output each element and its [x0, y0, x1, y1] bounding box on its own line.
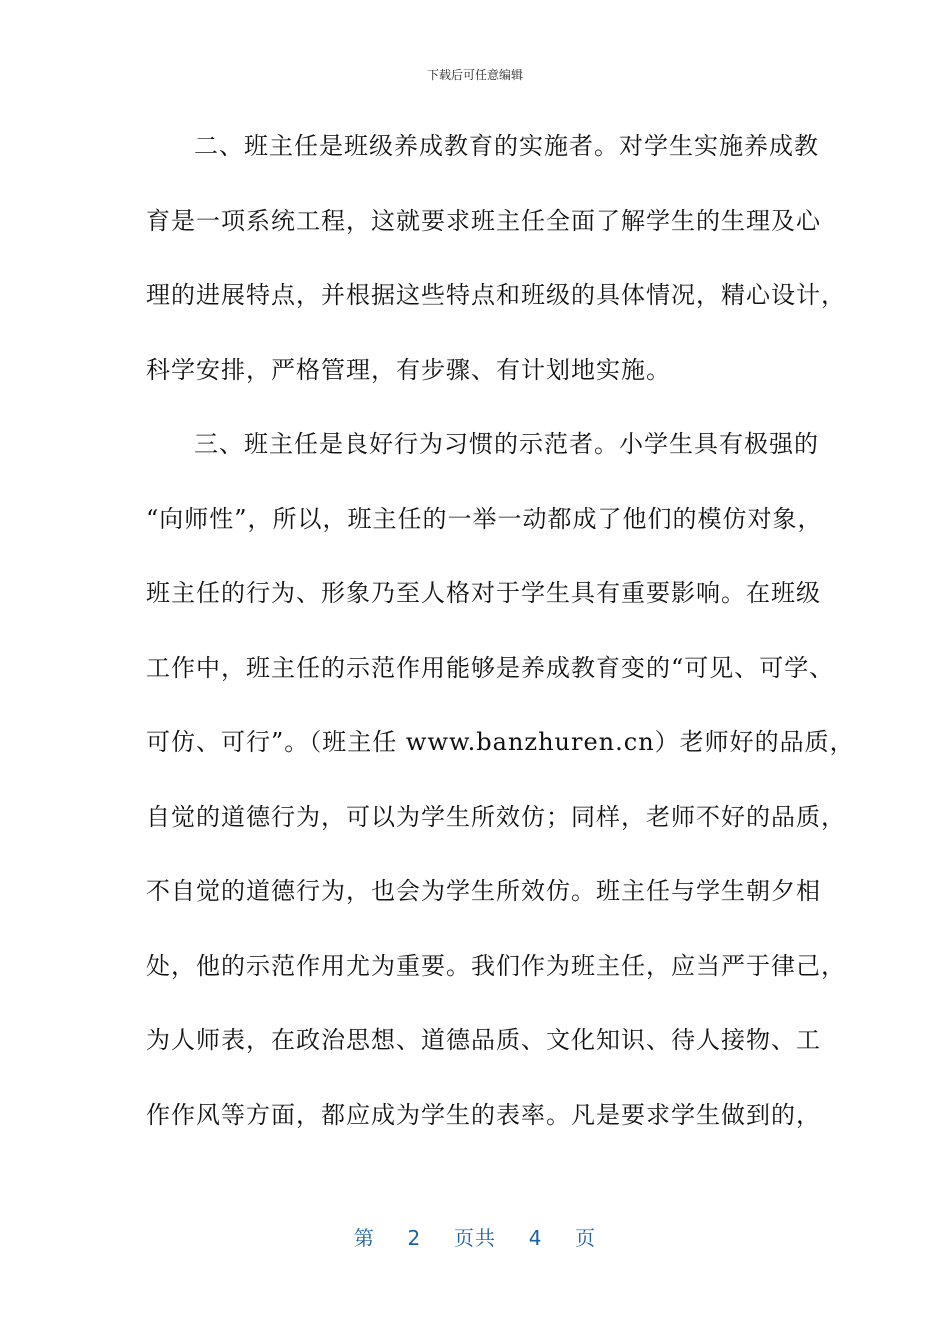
total-pages-number: 4	[528, 1226, 543, 1250]
body-text	[146, 126, 855, 1169]
paragraph-line: 工作中，班主任的示范作用能够是养成教育变的“可见、可学、	[146, 653, 835, 682]
paragraph-line: 可仿、可行”。（班主任 www.banzhuren.cn）老师好的品质，	[146, 728, 855, 756]
paragraph-line: 二、班主任是班级养成教育的实施者。对学生实施养成教	[194, 132, 819, 160]
current-page-number: 2	[407, 1226, 422, 1250]
paragraph-line: 自觉的道德行为，可以为学生所效仿；同样，老师不好的品质，	[146, 802, 846, 831]
page-footer	[0, 1222, 950, 1251]
paragraph-line: 育是一项系统工程，这就要求班主任全面了解学生的生理及心	[146, 206, 821, 235]
paragraph-line: 作作风等方面，都应成为学生的表率。凡是要求学生做到的，	[146, 1100, 821, 1129]
paragraph-line: 处，他的示范作用尤为重要。我们作为班主任，应当严于律己，	[146, 951, 846, 980]
paragraph-line: 科学安排，严格管理，有步骤、有计划地实施。	[146, 355, 671, 384]
paragraph-line: “向师性”，所以，班主任的一举一动都成了他们的模仿对象，	[146, 504, 823, 533]
paragraph-line: 理的进展特点，并根据这些特点和班级的具体情况，精心设计，	[146, 281, 846, 309]
paragraph-line: 班主任的行为、形象乃至人格对于学生具有重要影响。在班级	[146, 579, 821, 607]
paragraph-line: 三、班主任是良好行为习惯的示范者。小学生具有极强的	[194, 430, 819, 458]
paragraph-line: 为人师表，在政治思想、道德品质、文化知识、待人接物、工	[146, 1026, 821, 1054]
footer-middle: 页共	[454, 1226, 496, 1250]
footer-prefix: 第	[353, 1226, 375, 1250]
footer-suffix: 页	[575, 1226, 597, 1250]
paragraph-line: 不自觉的道德行为，也会为学生所效仿。班主任与学生朝夕相	[146, 877, 821, 905]
page-header: 下载后可任意编辑	[426, 68, 523, 82]
